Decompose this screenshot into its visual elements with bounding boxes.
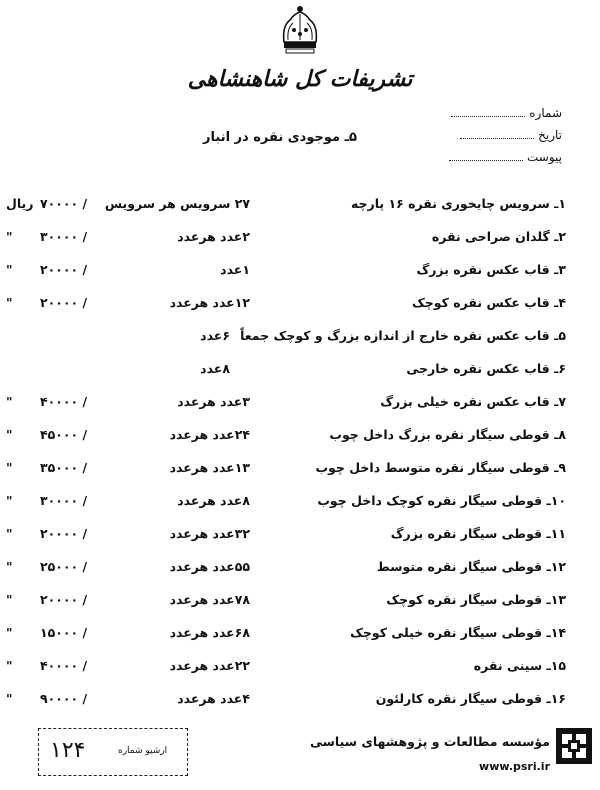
inventory-row [0, 493, 600, 515]
item-description: ۵ـ قاب عکس نقره خارج از اندازه بزرگ و کوچک جمعاً [240, 328, 566, 343]
item-price: ۴۰۰۰۰ / [40, 394, 88, 409]
crown-emblem-icon [278, 4, 322, 60]
item-quantity: ۲۷ سرویس هر سرویس [104, 196, 250, 211]
item-unit: " [6, 526, 13, 541]
item-quantity: ۲عدد هرعدد [177, 229, 250, 244]
inventory-row [0, 592, 600, 614]
item-description: ۱۱ـ قوطی سیگار نقره بزرگ [390, 526, 566, 541]
inventory-row [0, 295, 600, 317]
inventory-row [0, 196, 600, 218]
item-unit: ریال [6, 196, 34, 211]
item-description: ۱۳ـ قوطی سیگار نقره کوچک [386, 592, 566, 607]
item-quantity: ۲۴عدد هرعدد [169, 427, 250, 442]
attachment-field-label: پیوست [527, 150, 562, 164]
item-quantity: ۳۲عدد هرعدد [169, 526, 250, 541]
item-price: ۳۰۰۰۰ / [40, 229, 88, 244]
item-unit: " [6, 427, 13, 442]
date-field [422, 128, 562, 142]
item-quantity: ۱۲عدد هرعدد [169, 295, 250, 310]
inventory-row [0, 328, 600, 350]
item-price: ۱۵۰۰۰ / [40, 625, 88, 640]
attachment-field-line [449, 151, 523, 161]
org-title: تشریفات کل شاهنشاهی [187, 66, 413, 92]
inventory-row [0, 394, 600, 416]
item-quantity: ۷۸عدد هرعدد [169, 592, 250, 607]
item-description: ۶ـ قاب عکس نقره خارجی [406, 361, 566, 376]
item-description: ۱ـ سرویس چایخوری نقره ۱۶ پارچه [350, 196, 566, 211]
item-price: ۳۵۰۰۰ / [40, 460, 88, 475]
archive-stamp-number: ۱۲۴ [50, 738, 86, 763]
item-unit: " [6, 229, 13, 244]
archive-stamp-label: ارشیو شماره [118, 746, 168, 756]
inventory-row [0, 559, 600, 581]
item-unit: " [6, 394, 13, 409]
item-quantity: ۲۲عدد هرعدد [169, 658, 250, 673]
item-description: ۱۶ـ قوطی سیگار نقره کارلئون [375, 691, 566, 706]
number-field-line [451, 107, 525, 117]
number-field-label: شماره [529, 106, 562, 120]
item-quantity: ۳عدد هرعدد [177, 394, 250, 409]
institution-url[interactable]: www.psri.ir [479, 760, 550, 773]
inventory-row [0, 658, 600, 680]
item-unit: " [6, 691, 13, 706]
inventory-row [0, 691, 600, 713]
item-price: ۲۵۰۰۰ / [40, 559, 88, 574]
item-unit: " [6, 493, 13, 508]
item-unit: " [6, 559, 13, 574]
item-description: ۷ـ قاب عکس نقره خیلی بزرگ [380, 394, 566, 409]
item-description: ۱۲ـ قوطی سیگار نقره متوسط [376, 559, 566, 574]
number-field [422, 106, 562, 120]
item-description: ۱۵ـ سینی نقره [473, 658, 566, 673]
item-price: ۷۰۰۰۰ / [40, 196, 88, 211]
item-price: ۲۰۰۰۰ / [40, 262, 88, 277]
item-quantity: ۱عدد [220, 262, 250, 277]
item-price: ۲۰۰۰۰ / [40, 526, 88, 541]
item-quantity: ۴عدد هرعدد [177, 691, 250, 706]
item-quantity: ۵۵عدد هرعدد [169, 559, 250, 574]
institution-name: مؤسسه مطالعات و پژوهشهای سیاسی [309, 734, 550, 749]
item-unit: " [6, 658, 13, 673]
item-unit: " [6, 625, 13, 640]
attachment-field [422, 150, 562, 164]
item-quantity: ۱۳عدد هرعدد [169, 460, 250, 475]
item-description: ۸ـ قوطی سیگار نقره بزرگ داخل چوب [329, 427, 566, 442]
date-field-line [460, 129, 534, 139]
psri-logo-icon [556, 728, 592, 764]
item-price: ۳۰۰۰۰ / [40, 493, 88, 508]
item-description: ۲ـ گلدان صراحی نقره [431, 229, 566, 244]
item-quantity: ۶۸عدد هرعدد [169, 625, 250, 640]
document-heading: ۵ـ موجودی نقره در انبار [203, 130, 357, 145]
inventory-row [0, 361, 600, 383]
item-quantity: ۸عدد هرعدد [177, 493, 250, 508]
item-price: ۴۵۰۰۰ / [40, 427, 88, 442]
inventory-row [0, 625, 600, 647]
item-price: ۹۰۰۰۰ / [40, 691, 88, 706]
item-unit: " [6, 262, 13, 277]
item-description: ۴ـ قاب عکس نقره کوچک [412, 295, 566, 310]
item-price: ۲۰۰۰۰ / [40, 295, 88, 310]
item-unit: " [6, 295, 13, 310]
inventory-row [0, 229, 600, 251]
item-price: ۴۰۰۰۰ / [40, 658, 88, 673]
item-description: ۳ـ قاب عکس نقره بزرگ [416, 262, 566, 277]
item-quantity: ۸عدد [200, 361, 230, 376]
inventory-row [0, 262, 600, 284]
item-description: ۱۴ـ قوطی سیگار نقره خیلی کوچک [350, 625, 566, 640]
inventory-row [0, 427, 600, 449]
inventory-row [0, 460, 600, 482]
item-unit: " [6, 592, 13, 607]
item-unit: " [6, 460, 13, 475]
inventory-row [0, 526, 600, 548]
item-description: ۱۰ـ قوطی سیگار نقره کوچک داخل چوب [317, 493, 566, 508]
item-price: ۲۰۰۰۰ / [40, 592, 88, 607]
item-quantity: ۶عدد [200, 328, 230, 343]
item-description: ۹ـ قوطی سیگار نقره متوسط داخل چوب [315, 460, 566, 475]
date-field-label: تاریخ [538, 128, 562, 142]
